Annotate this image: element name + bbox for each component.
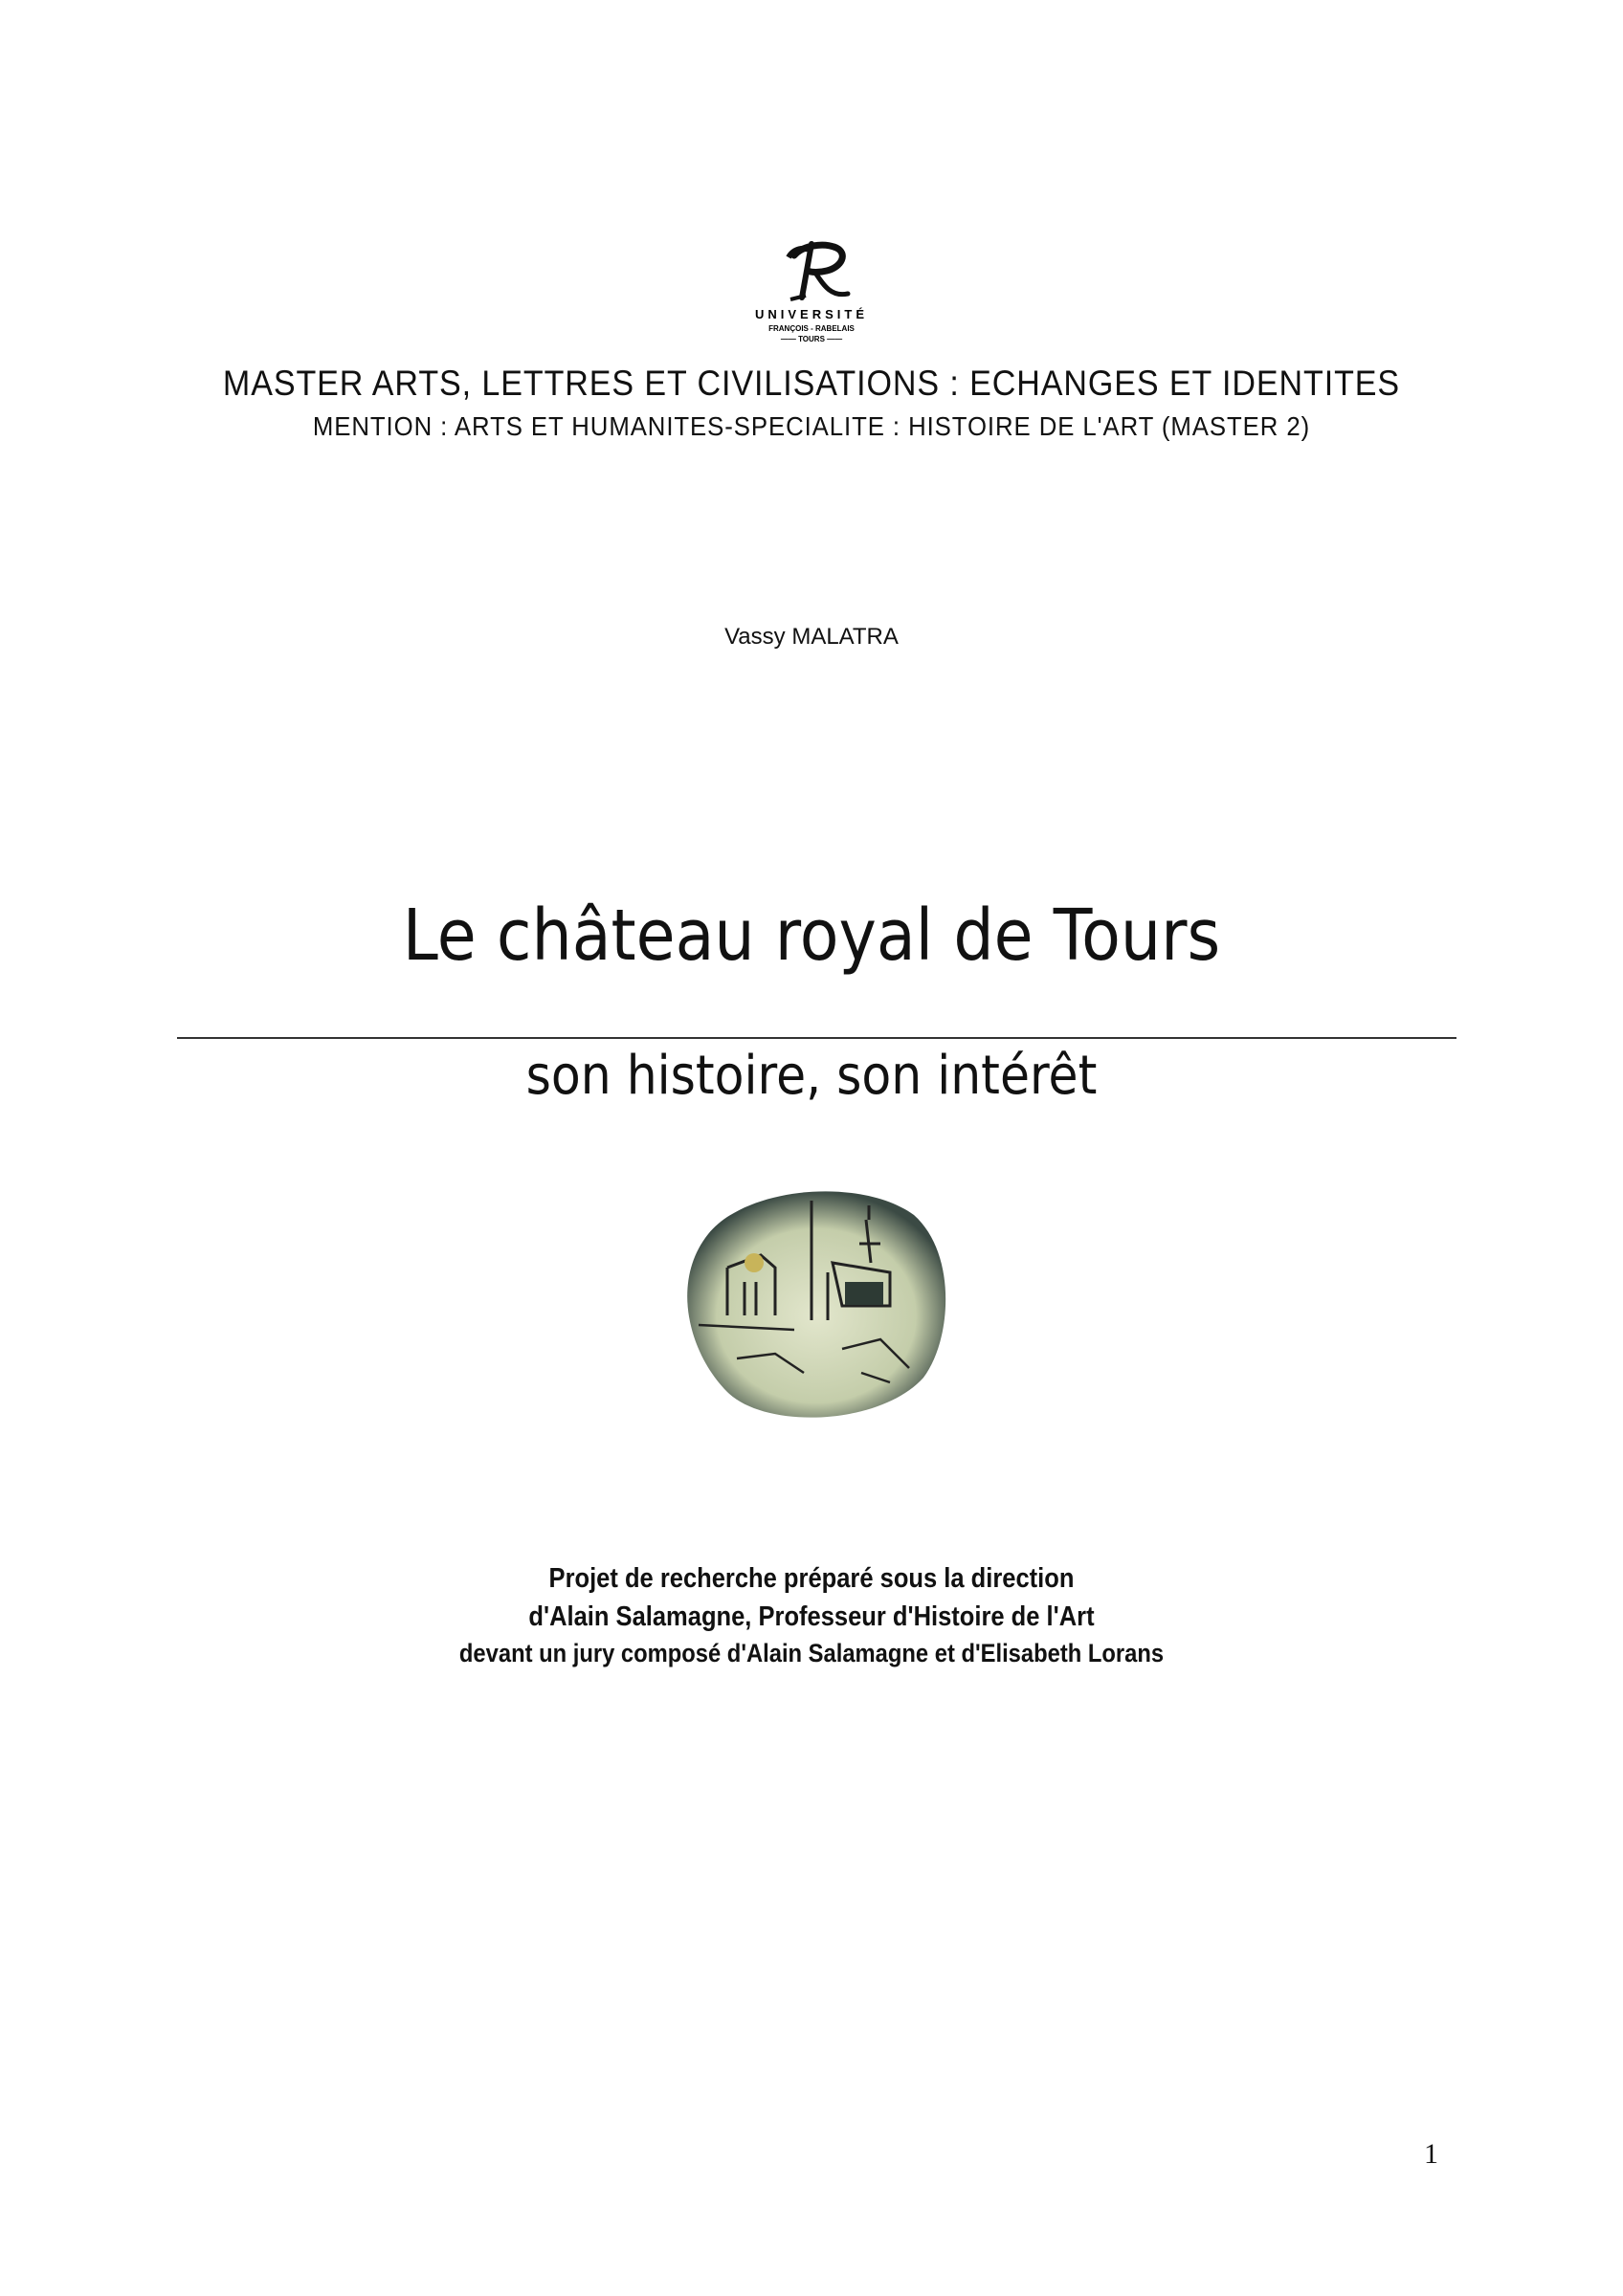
supervision-line-3: devant un jury composé d'Alain Salamagne et d'Elisabeth Lorans: [458, 1639, 1165, 1667]
supervision-line-1: Projet de recherche préparé sous la direction: [548, 1563, 1075, 1594]
mention-heading: MENTION : ARTS ET HUMANITES-SPECIALITE : HISTOIRE DE L'ART (MASTER 2): [312, 411, 1311, 441]
document-title: Le château royal de Tours: [402, 894, 1221, 977]
title-divider: [177, 1037, 1456, 1039]
svg-text:UNIVERSITÉ: UNIVERSITÉ: [754, 307, 869, 321]
svg-text:—— TOURS ——: —— TOURS ——: [780, 335, 843, 343]
document-subtitle: son histoire, son intérêt: [525, 1045, 1098, 1107]
university-logo: [735, 234, 888, 344]
supervision-line-2: d'Alain Salamagne, Professeur d'Histoire de l'Art: [528, 1601, 1095, 1632]
program-heading: MASTER ARTS, LETTRES ET CIVILISATIONS : ECHANGES ET IDENTITES: [222, 364, 1401, 403]
page-number: 1: [1424, 2138, 1438, 2170]
svg-text:FRANÇOIS - RABELAIS: FRANÇOIS - RABELAIS: [768, 324, 855, 333]
author-name: Vassy MALATRA: [724, 624, 899, 650]
engraved-seal-image: [670, 1177, 957, 1430]
